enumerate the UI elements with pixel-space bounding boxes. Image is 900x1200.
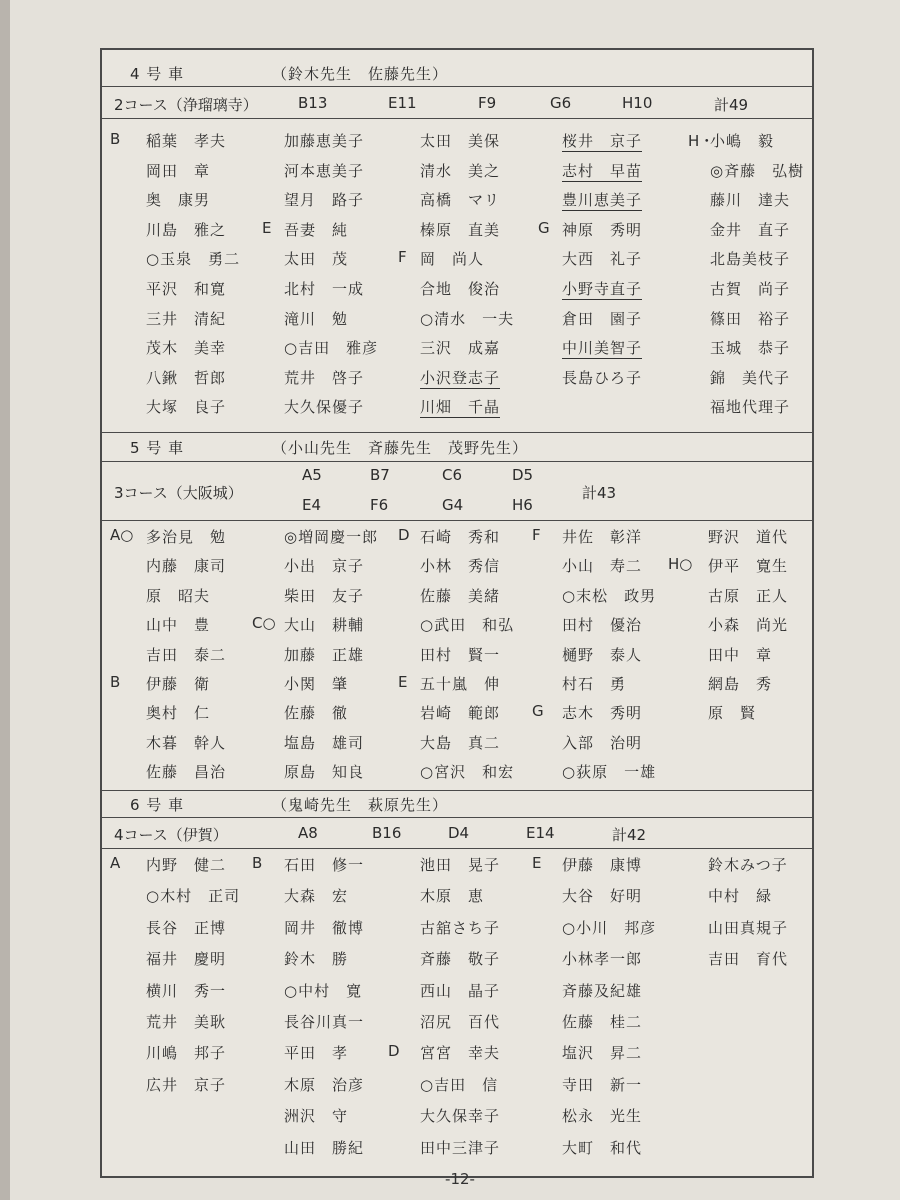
car-header-6 — [102, 790, 812, 818]
count: H10 — [622, 94, 653, 112]
student-name: 田村 賢一 — [420, 645, 501, 664]
student-name: 藤川 達夫 — [710, 191, 791, 210]
student-name: ○木村 正司 — [146, 887, 241, 906]
student-name: 大島 真二 — [420, 733, 501, 752]
car-label: 4 号 車 — [130, 64, 185, 83]
student-name: 川島 雅之 — [146, 220, 227, 239]
student-name: 玉城 恭子 — [710, 339, 791, 358]
student-name: 吉田 泰二 — [146, 645, 227, 664]
student-name: 八鍬 哲郎 — [146, 368, 227, 387]
student-name: 小山 寿二 — [562, 557, 643, 576]
car-label: 5 号 車 — [130, 438, 185, 457]
student-name: 稲葉 孝夫 — [146, 132, 227, 150]
group-label: A — [110, 854, 121, 872]
student-name: 荒井 啓子 — [284, 368, 365, 387]
group-label: B — [252, 854, 263, 872]
teachers-label: （鬼崎先生 萩原先生） — [272, 795, 449, 814]
student-name: 井佐 彰洋 — [562, 528, 643, 546]
student-name: 田中三津子 — [420, 1138, 501, 1157]
student-name: 奥村 仁 — [146, 704, 211, 723]
student-name: 篠田 裕子 — [710, 309, 791, 328]
group-label: A○ — [110, 526, 134, 544]
student-name: 志木 秀明 — [562, 704, 643, 723]
student-name: ○武田 和弘 — [420, 616, 515, 635]
student-name: 岡 尚人 — [420, 250, 485, 269]
group-label: H・ — [688, 132, 715, 150]
student-name: 大谷 好明 — [562, 887, 643, 906]
student-name: ○中村 寛 — [284, 981, 363, 1000]
student-name: 鈴木みつ子 — [708, 856, 788, 874]
student-name: 志村 早苗 — [562, 161, 643, 180]
student-name: 太田 茂 — [284, 250, 349, 269]
student-name: 榛原 直美 — [420, 220, 501, 239]
group-label: F — [532, 526, 541, 544]
student-name: 伊藤 康博 — [562, 856, 643, 874]
student-name: 中川美智子 — [562, 339, 643, 358]
student-name: 金井 直子 — [710, 220, 791, 239]
student-name: 岩崎 範郎 — [420, 704, 501, 723]
student-name: 望月 路子 — [284, 191, 365, 210]
student-name: 入部 治明 — [562, 733, 643, 752]
student-name: 桜井 京子 — [562, 132, 643, 150]
student-name: 田中 章 — [708, 645, 773, 664]
student-name: 長谷 正博 — [146, 918, 227, 937]
student-name: 斉藤及紀雄 — [562, 981, 643, 1000]
student-name: 小出 京子 — [284, 557, 365, 576]
student-name: 平沢 和寛 — [146, 280, 227, 298]
student-name: 長谷川真一 — [284, 1013, 365, 1031]
student-name: 奥 康男 — [146, 191, 211, 210]
course-row-2 — [102, 88, 812, 119]
student-name: 岡田 章 — [146, 161, 211, 180]
group-label: D — [388, 1042, 400, 1061]
student-name: 加藤恵美子 — [284, 132, 365, 150]
count: F9 — [478, 94, 497, 112]
student-name: 寺田 新一 — [562, 1075, 643, 1094]
student-name: 河本恵美子 — [284, 161, 365, 180]
group-label: B — [110, 130, 121, 148]
student-name: 網島 秀 — [708, 675, 773, 693]
group-label: E — [262, 218, 272, 237]
count: B16 — [372, 824, 402, 842]
student-name: 原 昭夫 — [146, 586, 211, 605]
student-name: 内藤 康司 — [146, 557, 227, 576]
student-name: 吉田 育代 — [708, 950, 789, 969]
student-name: 茂木 美幸 — [146, 339, 227, 358]
student-name: 洲沢 守 — [284, 1107, 349, 1126]
count: E14 — [526, 824, 555, 842]
student-name: 五十嵐 伸 — [420, 675, 501, 693]
course-name: 3コース（大阪城） — [114, 484, 243, 502]
student-name: ○宮沢 和宏 — [420, 763, 515, 782]
group-label: H○ — [668, 555, 693, 574]
student-name: 大山 耕輔 — [284, 616, 365, 635]
student-name: ○清水 一夫 — [420, 309, 515, 328]
student-name: 福地代理子 — [710, 398, 791, 417]
student-name: 原 賢 — [708, 704, 757, 723]
student-name: 大西 礼子 — [562, 250, 643, 269]
student-name: 長島ひろ子 — [562, 368, 643, 387]
student-name: 宮宮 幸夫 — [420, 1044, 501, 1063]
student-name: 西山 晶子 — [420, 981, 501, 1000]
student-name: 古舘さち子 — [420, 918, 501, 937]
student-name: 石田 修一 — [284, 856, 365, 874]
student-name: 三沢 成嘉 — [420, 339, 501, 358]
student-name: 吾妻 純 — [284, 220, 349, 239]
count: G4 — [442, 496, 464, 514]
student-name: 沼尻 百代 — [420, 1013, 501, 1031]
student-name: 大久保幸子 — [420, 1107, 501, 1126]
group-label: B — [110, 673, 121, 691]
student-name: 倉田 園子 — [562, 309, 643, 328]
count: H6 — [512, 496, 533, 514]
student-name: 田村 優治 — [562, 616, 643, 635]
group-label: E — [398, 673, 408, 691]
group-label: G — [532, 702, 544, 721]
count: D5 — [512, 466, 534, 484]
student-name: 大森 宏 — [284, 887, 349, 906]
count: C6 — [442, 466, 463, 484]
student-name: 伊平 寛生 — [708, 557, 789, 576]
student-name: 小沢登志子 — [420, 368, 501, 387]
student-name: 木暮 幹人 — [146, 733, 227, 752]
student-name: ○荻原 一雄 — [562, 763, 657, 782]
student-name: 佐藤 美緒 — [420, 586, 501, 605]
count: A8 — [298, 824, 318, 842]
student-name: 木原 恵 — [420, 887, 485, 906]
student-name: 大塚 良子 — [146, 398, 227, 417]
student-name: 三井 清紀 — [146, 309, 227, 328]
paper-page — [10, 0, 900, 1200]
student-name: 柴田 友子 — [284, 586, 365, 605]
student-name: 多治見 勉 — [146, 528, 227, 546]
car-label: 6 号 車 — [130, 795, 185, 814]
count-total: 計43 — [582, 484, 617, 502]
student-name: 小野寺直子 — [562, 280, 643, 298]
course-row-4 — [102, 818, 812, 849]
page-number: -12- — [445, 1170, 475, 1188]
student-name: ○吉田 雅彦 — [284, 339, 379, 358]
student-name: 松永 光生 — [562, 1107, 643, 1126]
course-row-3 — [102, 462, 812, 521]
student-name: 合地 俊治 — [420, 280, 501, 298]
student-name: 塩沢 昇二 — [562, 1044, 643, 1063]
student-name: 伊藤 衛 — [146, 675, 211, 693]
document-table — [100, 48, 814, 1178]
student-name: 斉藤 敬子 — [420, 950, 501, 969]
count: A5 — [302, 466, 322, 484]
count: E11 — [388, 94, 417, 112]
student-name: 横川 秀一 — [146, 981, 227, 1000]
student-name: 内野 健二 — [146, 856, 227, 874]
teachers-label: （鈴木先生 佐藤先生） — [272, 64, 449, 83]
student-name: 北村 一成 — [284, 280, 365, 298]
student-name: 山田真規子 — [708, 918, 789, 937]
student-name: 太田 美保 — [420, 132, 501, 150]
car-header-5 — [102, 432, 812, 462]
group-label: C○ — [252, 614, 276, 633]
student-name: 小林孝一郎 — [562, 950, 643, 969]
car-header-4 — [102, 60, 812, 87]
student-name: ○小川 邦彦 — [562, 918, 657, 937]
count: B13 — [298, 94, 328, 112]
student-name: 野沢 道代 — [708, 528, 789, 546]
student-name: 川畑 千晶 — [420, 398, 501, 417]
group-label: E — [532, 854, 542, 872]
student-name: 村石 勇 — [562, 675, 627, 693]
count-total: 計42 — [612, 826, 647, 844]
student-name: 加藤 正雄 — [284, 645, 365, 664]
student-name: 清水 美之 — [420, 161, 501, 180]
count: G6 — [550, 94, 572, 112]
student-name: 小林 秀信 — [420, 557, 501, 576]
student-name: ○末松 政男 — [562, 586, 657, 605]
student-name: 大久保優子 — [284, 398, 365, 417]
student-name: 石崎 秀和 — [420, 528, 501, 546]
student-name: 岡井 徹博 — [284, 918, 365, 937]
student-name: ◎増岡慶一郎 — [284, 528, 379, 546]
count: E4 — [302, 496, 322, 514]
group-label: G — [538, 218, 550, 237]
student-name: 北島美枝子 — [710, 250, 791, 269]
student-name: 原島 知良 — [284, 763, 365, 782]
count: F6 — [370, 496, 389, 514]
group-label: D — [398, 526, 410, 544]
student-name: 小関 肇 — [284, 675, 349, 693]
student-name: 川嶋 邦子 — [146, 1044, 227, 1063]
count-total: 計49 — [714, 96, 749, 114]
course-name: 4コース（伊賀） — [114, 826, 228, 844]
student-name: 中村 緑 — [708, 887, 773, 906]
student-name: 大町 和代 — [562, 1138, 643, 1157]
student-name: 樋野 泰人 — [562, 645, 643, 664]
student-name: 錦 美代子 — [710, 368, 791, 387]
teachers-label: （小山先生 斉藤先生 茂野先生） — [272, 438, 529, 457]
student-name: 鈴木 勝 — [284, 950, 349, 969]
student-name: 佐藤 桂二 — [562, 1013, 643, 1031]
student-name: 佐藤 徹 — [284, 704, 349, 723]
student-name: 滝川 勉 — [284, 309, 349, 328]
student-name: ◎斉藤 弘樹 — [710, 161, 805, 180]
student-name: ○吉田 信 — [420, 1075, 499, 1094]
student-name: 佐藤 昌治 — [146, 763, 227, 782]
student-name: 池田 晃子 — [420, 856, 501, 874]
student-name: 古賀 尚子 — [710, 280, 791, 298]
student-name: 豊川恵美子 — [562, 191, 643, 210]
student-name: 平田 孝 — [284, 1044, 349, 1063]
student-name: 広井 京子 — [146, 1075, 227, 1094]
student-name: 塩島 雄司 — [284, 733, 365, 752]
student-name: 木原 治彦 — [284, 1075, 365, 1094]
student-name: 小嶋 毅 — [710, 132, 775, 150]
student-name: 古原 正人 — [708, 586, 789, 605]
student-name: 荒井 美耿 — [146, 1013, 227, 1031]
count: B7 — [370, 466, 390, 484]
student-name: ○玉泉 勇二 — [146, 250, 241, 269]
count: D4 — [448, 824, 470, 842]
student-name: 神原 秀明 — [562, 220, 643, 239]
student-name: 山中 豊 — [146, 616, 211, 635]
student-name: 山田 勝紀 — [284, 1138, 365, 1157]
course-name: 2コース（浄瑠璃寺） — [114, 96, 258, 114]
student-name: 福井 慶明 — [146, 950, 227, 969]
group-label: F — [398, 248, 407, 267]
student-name: 高橋 マリ — [420, 191, 501, 210]
student-name: 小森 尚光 — [708, 616, 789, 635]
